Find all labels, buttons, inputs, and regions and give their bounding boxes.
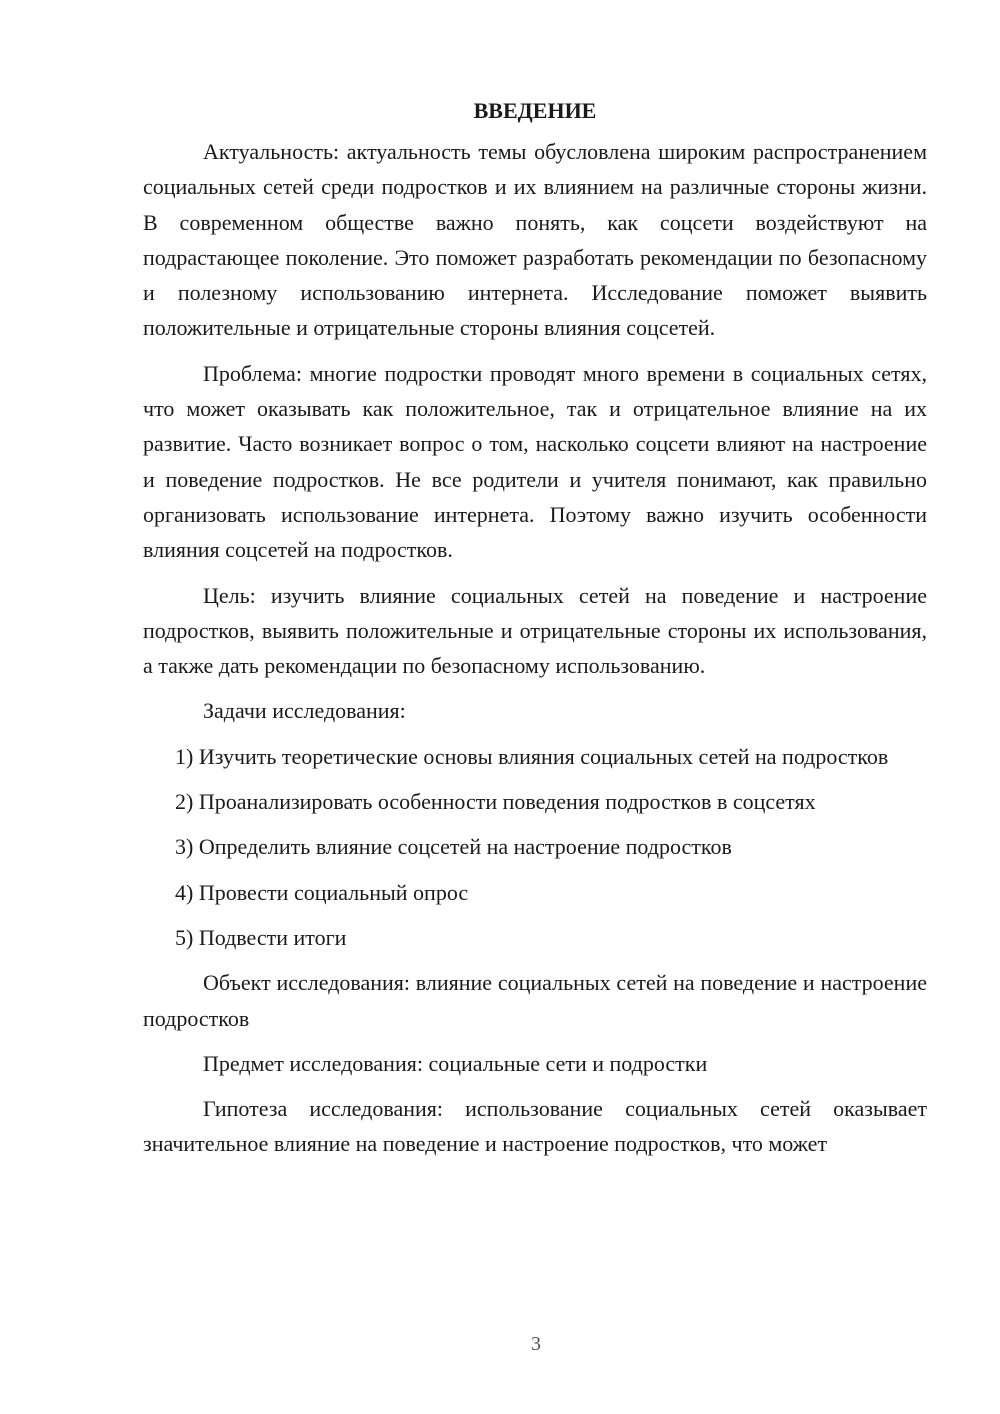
problem-paragraph: Проблема: многие подростки проводят много времени в социальных сетях, что может оказывать как положительное, так и отрицательное влияние на их развитие. Часто возникает вопрос о том, насколько соцсети влияют на настроение и поведение подростков. Не все родители и учителя понимают, как правильно организовать использование интернета. Поэтому важно изучить особенности влияния соцсетей на подростков. — [143, 360, 927, 563]
task-item: 3) Определить влияние соцсетей на настроение подростков — [175, 834, 732, 860]
task-item: 1) Изучить теоретические основы влияния социальных сетей на подростков — [175, 743, 889, 769]
task-item: 2) Проанализировать особенности поведения подростков в соцсетях — [175, 789, 816, 815]
task-item: 5) Подвести итоги — [175, 924, 347, 950]
hypothesis-paragraph: Гипотеза исследования: использование социальных сетей оказывает значительное влияние на поведение и настроение подростков, что может — [143, 1096, 927, 1157]
document-page — [143, 96, 927, 1172]
page-title: ВВЕДЕНИЕ — [473, 98, 597, 123]
goal-paragraph: Цель: изучить влияние социальных сетей на поведение и настроение подростков, выявить положительные и отрицательные стороны их использования, а также дать рекомендации по безопасному использованию. — [143, 582, 927, 679]
tasks-heading: Задачи исследования: — [203, 698, 406, 724]
object-paragraph: Объект исследования: влияние социальных сетей на поведение и настроение подростков — [143, 970, 927, 1031]
subject-paragraph: Предмет исследования: социальные сети и подростки — [203, 1050, 708, 1076]
task-item: 4) Провести социальный опрос — [175, 879, 469, 905]
relevance-paragraph: Актуальность: актуальность темы обусловлена широким распространением социальных сетей среди подростков и их влиянием на различные стороны жизни. В современном обществе важно понять, как соцсети воздействуют на подрастающее поколение. Это поможет разработать рекомендации по безопасному и полезному использованию интернета. Исследование поможет выявить положительные и отрицательные стороны влияния соцсетей. — [143, 139, 927, 341]
page-number: 3 — [531, 1333, 541, 1355]
